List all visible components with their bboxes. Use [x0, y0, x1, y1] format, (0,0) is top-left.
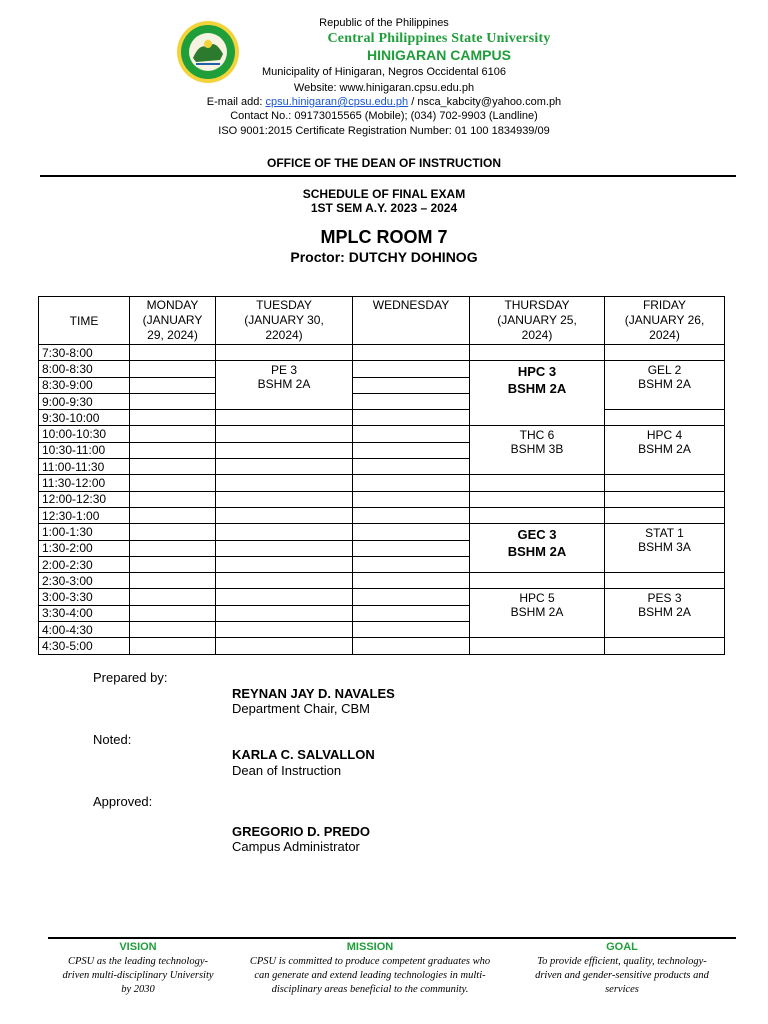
tuesday-line-1: TUESDAY [256, 298, 312, 312]
empty-cell [130, 573, 216, 589]
empty-cell [353, 540, 470, 556]
empty-cell [130, 589, 216, 605]
empty-cell [353, 345, 470, 361]
exam-section: BSHM 2A [638, 605, 691, 620]
empty-cell [605, 345, 725, 361]
prepared-by-name: REYNAN JAY D. NAVALES [232, 686, 395, 701]
empty-cell [216, 410, 353, 426]
time-cell: 1:00-1:30 [39, 524, 130, 540]
thursday-line-3: 2024) [521, 328, 553, 342]
empty-cell [353, 491, 470, 507]
empty-cell [130, 442, 216, 458]
exam-subject: STAT 1 [645, 526, 684, 541]
email-line [0, 96, 768, 108]
empty-cell [216, 345, 353, 361]
friday-line-3: 2024) [649, 328, 680, 342]
noted-label: Noted: [93, 732, 132, 747]
empty-cell [130, 345, 216, 361]
empty-cell [605, 573, 725, 589]
exam-subject: GEL 2 [647, 363, 682, 378]
tuesday-line-3: 22024) [265, 328, 303, 342]
wednesday-line-1: WEDNESDAY [372, 298, 450, 312]
monday-line-2: (JANUARY [142, 313, 203, 327]
empty-cell [605, 638, 725, 654]
contact-line: Contact No.: 09173015565 (Mobile); (034) 702-9903 (Landline) [230, 110, 538, 122]
empty-cell [470, 573, 605, 589]
empty-cell [353, 393, 470, 409]
monday-line-3: 29, 2024) [147, 328, 198, 342]
empty-cell [130, 507, 216, 523]
empty-cell [216, 605, 353, 621]
header-divider [40, 175, 736, 177]
goal-line: driven and gender-sensitive products and [535, 970, 709, 981]
empty-cell [353, 377, 470, 393]
empty-cell [353, 426, 470, 442]
time-cell: 2:00-2:30 [39, 556, 130, 572]
exam-section: BSHM 2A [507, 544, 567, 560]
exam-subject: THC 6 [519, 428, 555, 443]
col-header-thursday [470, 297, 605, 345]
mission-line: can generate and extend leading technologies in multi- [254, 970, 486, 981]
time-cell: 9:30-10:00 [39, 410, 130, 426]
mission-line: disciplinary areas beneficial to the community. [271, 984, 469, 995]
goal-line: services [605, 984, 639, 995]
email-link[interactable]: cpsu.hinigaran@cpsu.edu.ph [265, 96, 409, 108]
time-cell: 1:30-2:00 [39, 540, 130, 556]
address-line: Municipality of Hinigaran, Negros Occidental 6106 [262, 66, 506, 78]
email-prefix: E-mail add: [206, 96, 266, 108]
university-name: Central Philippines State University [327, 31, 551, 46]
time-cell: 11:00-11:30 [39, 459, 130, 475]
empty-cell [470, 491, 605, 507]
time-cell: 4:30-5:00 [39, 638, 130, 654]
exam-subject: PE 3 [270, 363, 297, 378]
exam-subject: GEC 3 [517, 527, 557, 543]
vision-block [48, 941, 228, 997]
time-cell: 4:00-4:30 [39, 622, 130, 638]
table-row [39, 524, 725, 540]
table-row [39, 475, 725, 491]
exam-subject: HPC 5 [519, 591, 555, 606]
empty-cell [353, 361, 470, 377]
empty-cell [353, 589, 470, 605]
prepared-by-label: Prepared by: [93, 670, 168, 685]
time-cell: 3:00-3:30 [39, 589, 130, 605]
table-row [39, 361, 725, 377]
table-row [39, 410, 725, 426]
mission-heading: MISSION [346, 941, 394, 953]
prepared-by-position: Department Chair, CBM [232, 701, 370, 716]
exam-cell-pe3 [216, 361, 353, 410]
exam-subject: HPC 3 [517, 364, 557, 380]
empty-cell [130, 426, 216, 442]
table-row [39, 589, 725, 605]
empty-cell [353, 524, 470, 540]
empty-cell [216, 442, 353, 458]
website-line: Website: www.hinigaran.cpsu.edu.ph [293, 82, 475, 94]
approved-position: Campus Administrator [232, 839, 360, 854]
table-row [39, 491, 725, 507]
exam-section: BSHM 2A [507, 381, 567, 397]
empty-cell [216, 426, 353, 442]
empty-cell [216, 589, 353, 605]
empty-cell [130, 556, 216, 572]
empty-cell [605, 475, 725, 491]
time-cell: 10:30-11:00 [39, 442, 130, 458]
empty-cell [216, 491, 353, 507]
office-title: OFFICE OF THE DEAN OF INSTRUCTION [267, 156, 501, 170]
approved-label: Approved: [93, 794, 153, 809]
exam-cell-stat1 [605, 524, 725, 573]
exam-cell-hpc4 [605, 426, 725, 475]
empty-cell [216, 622, 353, 638]
campus-name: HINIGARAN CAMPUS [367, 47, 511, 63]
room-title: MPLC ROOM 7 [320, 227, 448, 247]
exam-section: BSHM 2A [638, 377, 691, 392]
empty-cell [216, 638, 353, 654]
empty-cell [130, 605, 216, 621]
vision-text [48, 955, 228, 997]
time-cell: 12:30-1:00 [39, 507, 130, 523]
proctor-line: Proctor: DUTCHY DOHINOG [290, 249, 478, 265]
empty-cell [470, 638, 605, 654]
empty-cell [353, 605, 470, 621]
exam-subject: HPC 4 [646, 428, 683, 443]
vision-line: by 2030 [121, 984, 155, 995]
empty-cell [353, 459, 470, 475]
empty-cell [130, 638, 216, 654]
friday-line-2: (JANUARY 26, [624, 313, 705, 327]
mission-text [236, 955, 504, 997]
email-suffix: / nsca_kabcity@yahoo.com.ph [408, 96, 562, 108]
empty-cell [130, 524, 216, 540]
footer-divider [48, 937, 736, 939]
empty-cell [353, 442, 470, 458]
time-cell: 12:00-12:30 [39, 491, 130, 507]
empty-cell [130, 475, 216, 491]
empty-cell [216, 524, 353, 540]
col-header-wednesday [353, 297, 470, 345]
thursday-line-2: (JANUARY 25, [497, 313, 577, 327]
col-header-friday [605, 297, 725, 345]
empty-cell [470, 475, 605, 491]
table-row [39, 638, 725, 654]
vision-line: driven multi-disciplinary University [62, 970, 214, 981]
noted-position: Dean of Instruction [232, 763, 342, 778]
table-header-row [39, 297, 725, 345]
time-cell: 9:00-9:30 [39, 393, 130, 409]
empty-cell [353, 556, 470, 572]
semester-title: 1ST SEM A.Y. 2023 – 2024 [310, 201, 458, 215]
time-cell: 7:30-8:00 [39, 345, 130, 361]
time-cell: 3:30-4:00 [39, 605, 130, 621]
noted-name: KARLA C. SALVALLON [232, 747, 375, 762]
empty-cell [130, 622, 216, 638]
goal-text [516, 955, 728, 997]
empty-cell [605, 491, 725, 507]
exam-section: BSHM 3A [638, 540, 691, 555]
time-cell: 11:30-12:00 [39, 475, 130, 491]
empty-cell [353, 573, 470, 589]
exam-subject: PES 3 [647, 591, 682, 606]
schedule-title: SCHEDULE OF FINAL EXAM [302, 187, 466, 201]
empty-cell [130, 491, 216, 507]
col-header-time: TIME [39, 297, 130, 345]
exam-section: BSHM 2A [638, 442, 691, 457]
goal-line: To provide efficient, quality, technology- [537, 956, 707, 967]
table-row [39, 345, 725, 361]
vision-line: CPSU as the leading technology- [68, 956, 208, 967]
mission-line: CPSU is committed to produce competent graduates who [249, 956, 491, 967]
exam-schedule-table [38, 296, 725, 655]
table-row [39, 573, 725, 589]
empty-cell [353, 475, 470, 491]
time-cell: 2:30-3:00 [39, 573, 130, 589]
empty-cell [470, 345, 605, 361]
exam-section: BSHM 2A [257, 377, 311, 392]
empty-cell [605, 507, 725, 523]
monday-line-1: MONDAY [146, 298, 199, 312]
time-cell: 8:30-9:00 [39, 377, 130, 393]
empty-cell [130, 540, 216, 556]
tuesday-line-2: (JANUARY 30, [244, 313, 324, 327]
empty-cell [130, 377, 216, 393]
empty-cell [353, 638, 470, 654]
empty-cell [353, 410, 470, 426]
table-row [39, 507, 725, 523]
exam-cell-thc6 [470, 426, 605, 475]
approved-name: GREGORIO D. PREDO [232, 824, 370, 839]
republic-line: Republic of the Philippines [319, 17, 449, 29]
empty-cell [216, 475, 353, 491]
empty-cell [216, 556, 353, 572]
empty-cell [353, 507, 470, 523]
exam-cell-gec3 [470, 524, 605, 573]
exam-section: BSHM 3B [510, 442, 564, 457]
exam-cell-hpc3 [470, 361, 605, 426]
empty-cell [130, 361, 216, 377]
empty-cell [353, 622, 470, 638]
table-row [39, 426, 725, 442]
iso-line: ISO 9001:2015 Certificate Registration Number: 01 100 1834939/09 [218, 125, 550, 137]
empty-cell [216, 573, 353, 589]
mission-block [236, 941, 504, 997]
exam-cell-gel2 [605, 361, 725, 410]
empty-cell [216, 459, 353, 475]
exam-cell-pes3 [605, 589, 725, 638]
time-cell: 10:00-10:30 [39, 426, 130, 442]
vision-heading: VISION [119, 941, 157, 953]
empty-cell [605, 410, 725, 426]
exam-cell-hpc5 [470, 589, 605, 638]
empty-cell [470, 507, 605, 523]
empty-cell [130, 459, 216, 475]
exam-section: BSHM 2A [510, 605, 564, 620]
col-header-monday [130, 297, 216, 345]
empty-cell [130, 410, 216, 426]
thursday-line-1: THURSDAY [504, 298, 570, 312]
time-cell: 8:00-8:30 [39, 361, 130, 377]
goal-heading: GOAL [606, 941, 638, 953]
empty-cell [216, 540, 353, 556]
col-header-tuesday [216, 297, 353, 345]
empty-cell [216, 507, 353, 523]
empty-cell [130, 393, 216, 409]
goal-block [516, 941, 728, 997]
friday-line-1: FRIDAY [642, 298, 687, 312]
